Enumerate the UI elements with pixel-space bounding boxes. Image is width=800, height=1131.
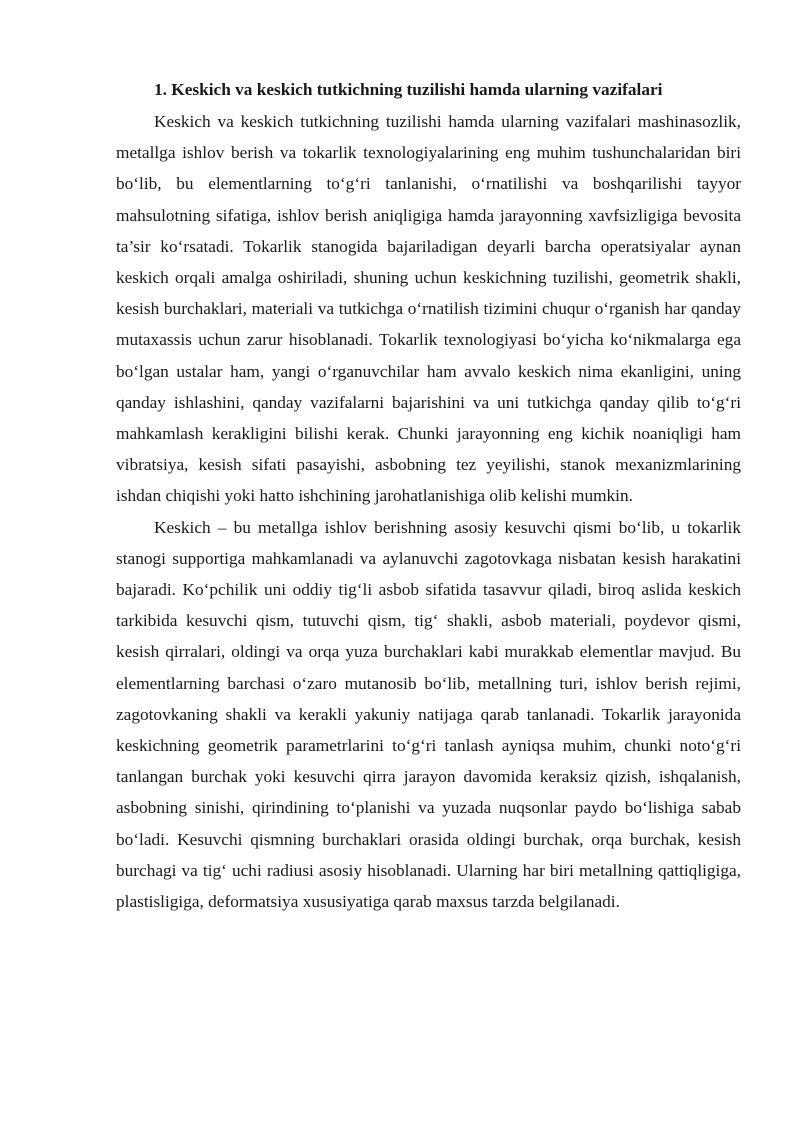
body-paragraph: Keskich – bu metallga ishlov berishning asosiy kesuvchi qismi bo‘lib, u tokarlik stanogi supportiga mahkamlanadi va aylanuvchi zagotovkaga nisbatan kesish harakatini bajaradi. Ko‘pchilik uni oddiy tig‘li asbob sifatida tasavvur qiladi, biroq aslida keskich tarkibida kesuvchi qism, tutuvchi qism, tig‘ shakli, asbob materiali, poydevor qismi, kesish qirralari, oldingi va orqa yuza burchaklari kabi murakkab elementlar mavjud. Bu elementlarning barchasi o‘zaro mutanosib bo‘lib, metallning turi, ishlov berish rejimi, zagotovkaning shakli va kerakli yakuniy natijaga qarab tanlanadi. Tokarlik jarayonida keskichning geometrik parametrlarini to‘g‘ri tanlash ayniqsa muhim, chunki noto‘g‘ri tanlangan burchak yoki kesuvchi qirra jarayon davomida keraksiz qizish, ishqalanish, asbobning sinishi, qirindining to‘planishi va yuzada nuqsonlar paydo bo‘lishiga sabab bo‘ladi. Kesuvchi qismning burchaklari orasida oldingi burchak, orqa burchak, kesish burchagi va tig‘ uchi radiusi asosiy hisoblanadi. Ularning har biri metallning qattiqligiga, plastisligiga, deformatsiya xususiyatiga qarab maxsus tarzda belgilanadi. [116,517,741,912]
document-page [116,74,741,917]
section-heading: 1. Keskich va keskich tutkichning tuzilishi hamda ularning vazifalari [154,80,663,99]
body-paragraph: Keskich va keskich tutkichning tuzilishi hamda ularning vazifalari mashinasozlik, metallga ishlov berish va tokarlik texnologiyalarining eng muhim tushunchalaridan biri bo‘lib, bu elementlarning to‘g‘ri tanlanishi, o‘rnatilishi va boshqarilishi tayyor mahsulotning sifatiga, ishlov berish aniqligiga hamda jarayonning xavfsizligiga bevosita ta’sir ko‘rsatadi. Tokarlik stanogida bajariladigan deyarli barcha operatsiyalar aynan keskich orqali amalga oshiriladi, shuning uchun keskichning tuzilishi, geometrik shakli, kesish burchaklari, materiali va tutkichga o‘rnatilish tizimini chuqur o‘rganish har qanday mutaxassis uchun zarur hisoblanadi. Tokarlik texnologiyasi bo‘yicha ko‘nikmalarga ega bo‘lgan ustalar ham, yangi o‘rganuvchilar ham avvalo keskich nima ekanligini, uning qanday ishlashini, qanday vazifalarni bajarishini va uni tutkichga qanday qilib to‘g‘ri mahkamlash kerakligini bilishi kerak. Chunki jarayonning eng kichik noaniqligi ham vibratsiya, kesish sifati pasayishi, asbobning tez yeyilishi, stanok mexanizmlarining ishdan chiqishi yoki hatto ishchining jarohatlanishiga olib kelishi mumkin. [116,112,741,506]
